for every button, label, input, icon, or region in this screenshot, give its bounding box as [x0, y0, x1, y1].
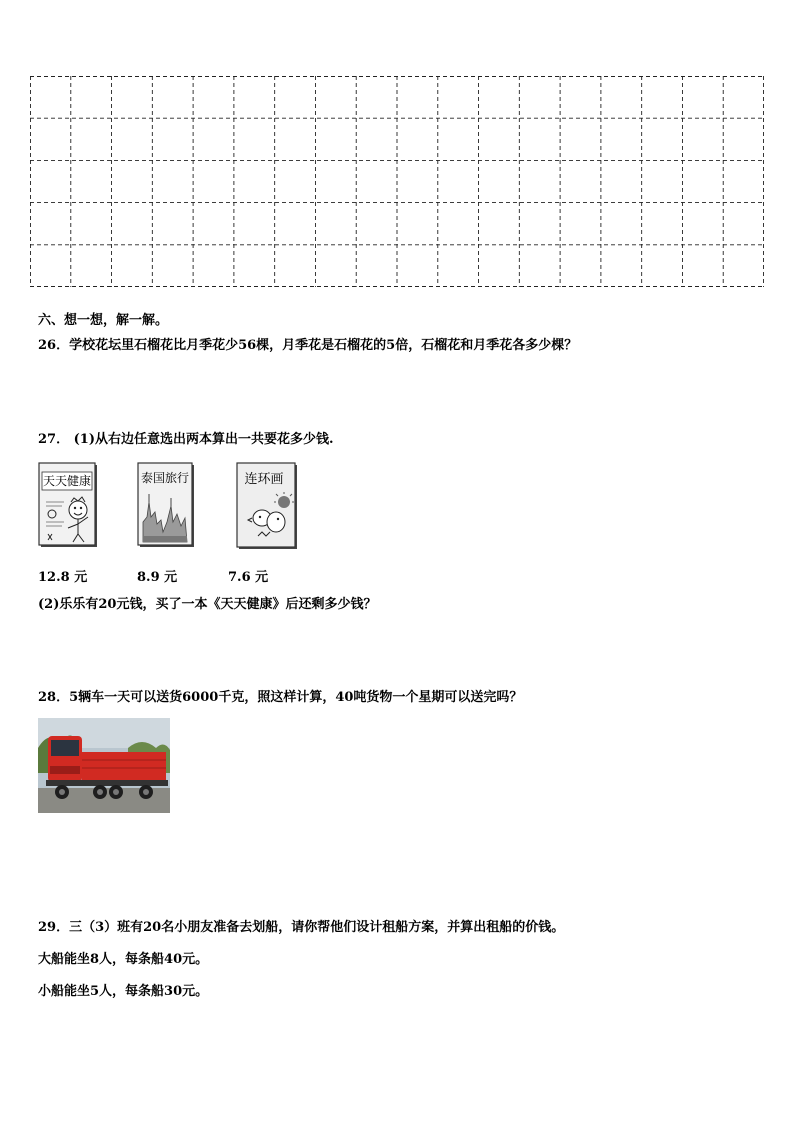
section-title: 六、想一想，解一解。: [38, 313, 169, 328]
question-27-part2: (2)乐乐有20元钱，买了一本《天天健康》后还剩多少钱？: [38, 597, 377, 612]
question-26: 26．学校花坛里石榴花比月季花少56棵，月季花是石榴花的5倍，石榴花和月季花各多少棵？: [38, 338, 578, 353]
writing-grid-lines: [30, 76, 764, 287]
book-tiantian-jiankang: [38, 462, 98, 548]
question-27-part1: 27． (1)从右边任意选出两本算出一共要花多少钱.: [38, 432, 334, 447]
truck-photo: [38, 718, 170, 813]
book-3-price: 7.6 元: [228, 570, 269, 585]
book-1-price: 12.8 元: [38, 570, 88, 585]
book-3-title: 连环画: [244, 472, 284, 487]
book-2-price: 8.9 元: [137, 570, 178, 585]
book-2-title: 泰国旅行: [140, 471, 190, 485]
book-lianhuanhua: [236, 462, 298, 550]
small-boat-info: 小船能坐5人，每条船30元。: [38, 984, 209, 999]
writing-grid: [30, 76, 764, 287]
big-boat-info: 大船能坐8人，每条船40元。: [38, 952, 209, 967]
book-taiguo-lvxing: [137, 462, 195, 548]
book-1-title: 天天健康: [42, 474, 92, 488]
question-28: 28．5辆车一天可以送货6000千克，照这样计算，40吨货物一个星期可以送完吗？: [38, 690, 523, 705]
question-29: 29．三（3）班有20名小朋友准备去划船，请你帮他们设计租船方案，并算出租船的价钱。: [38, 920, 565, 935]
